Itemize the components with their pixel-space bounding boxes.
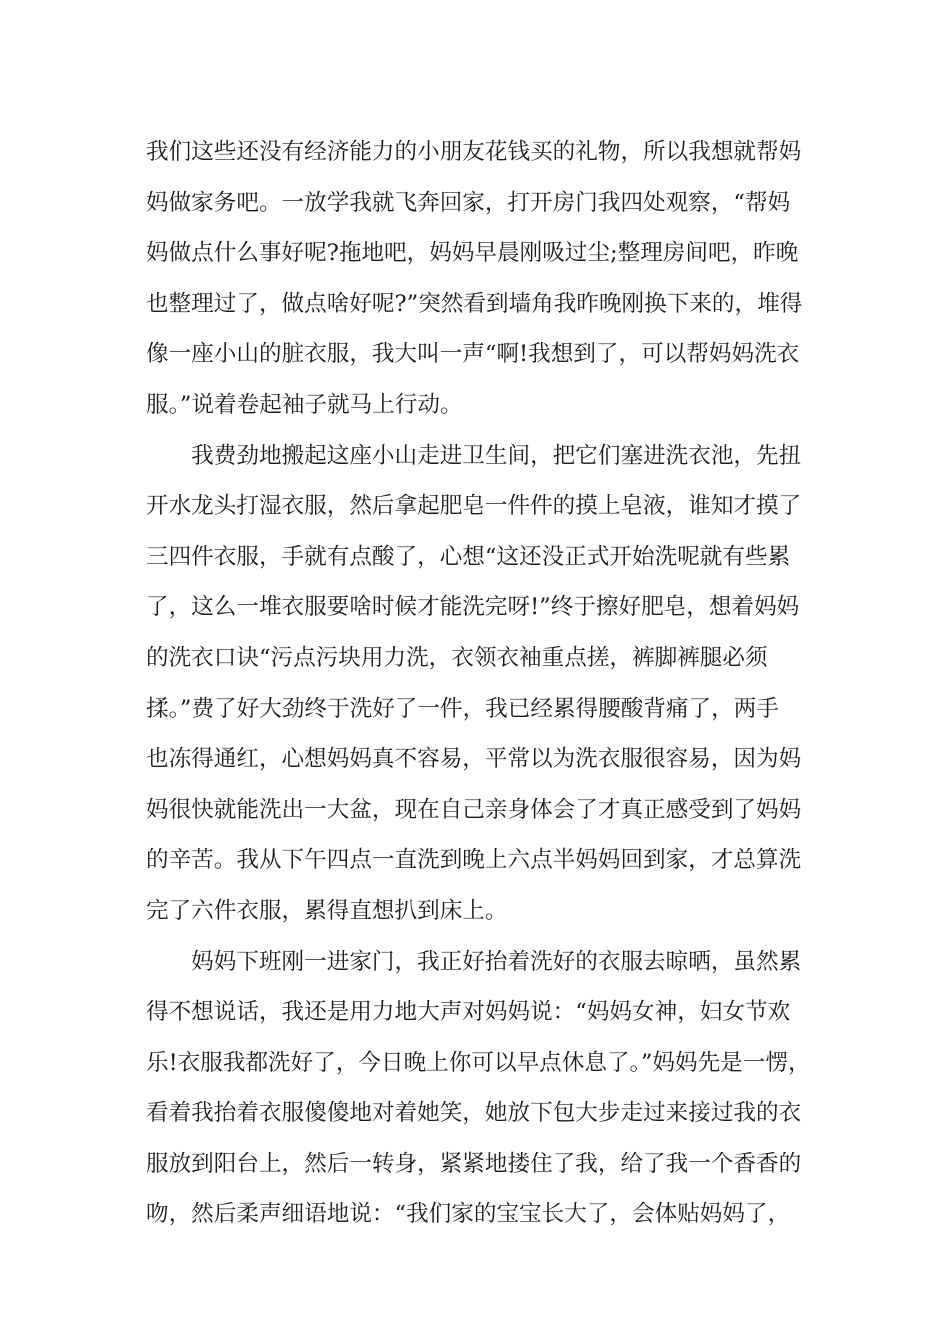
text-line: 完了六件衣服，累得直想扒到床上。 bbox=[146, 897, 508, 924]
text-line: 也整理过了，做点啥好呢?”突然看到墙角我昨晚刚换下来的，堆得 bbox=[146, 290, 803, 317]
text-line: 吻，然后柔声细语地说：“我们家的宝宝长大了，会体贴妈妈了， bbox=[146, 1201, 791, 1228]
text-line: 的辛苦。我从下午四点一直洗到晚上六点半妈妈回到家，才总算洗 bbox=[146, 847, 802, 874]
text-line: 服放到阳台上，然后一转身，紧紧地搂住了我，给了我一个香香的 bbox=[146, 1150, 802, 1177]
document-body bbox=[146, 127, 826, 1240]
text-line: 像一座小山的脏衣服，我大叫一声“啊!我想到了，可以帮妈妈洗衣 bbox=[146, 341, 800, 368]
paragraph-2 bbox=[146, 431, 826, 937]
text-line: 开水龙头打湿衣服，然后拿起肥皂一件件的摸上皂液，谁知才摸了 bbox=[146, 493, 802, 520]
text-line: 三四件衣服，手就有点酸了，心想“这还没正式开始洗呢就有些累 bbox=[146, 543, 791, 570]
text-line: 我费劲地搬起这座小山走进卫生间，把它们塞进洗衣池，先扭 bbox=[146, 442, 802, 469]
text-line: 也冻得通红，心想妈妈真不容易，平常以为洗衣服很容易，因为妈 bbox=[146, 746, 802, 773]
text-line: 乐!衣服我都洗好了，今日晚上你可以早点休息了。”妈妈先是一愣， bbox=[146, 1049, 811, 1076]
text-line: 看着我抬着衣服傻傻地对着她笑，她放下包大步走过来接过我的衣 bbox=[146, 1100, 802, 1127]
text-line: 妈妈下班刚一进家门，我正好抬着洗好的衣服去晾晒，虽然累 bbox=[146, 948, 802, 975]
text-line: 妈做家务吧。一放学我就飞奔回家，打开房门我四处观察，“帮妈 bbox=[146, 189, 791, 216]
text-line: 揉。”费了好大劲终于洗好了一件，我已经累得腰酸背痛了，两手 bbox=[146, 695, 779, 722]
text-line: 服。”说着卷起袖子就马上行动。 bbox=[146, 391, 463, 418]
text-line: 了，这么一堆衣服要啥时候才能洗完呀!”终于擦好肥皂，想着妈妈 bbox=[146, 594, 800, 621]
text-line: 我们这些还没有经济能力的小朋友花钱买的礼物，所以我想就帮妈 bbox=[146, 139, 802, 165]
paragraph-1 bbox=[146, 127, 826, 431]
text-line: 的洗衣口诀“污点污块用力洗，衣领衣袖重点搓，裤脚裤腿必须 bbox=[146, 644, 768, 671]
paragraph-3 bbox=[146, 937, 826, 1241]
text-line: 得不想说话，我还是用力地大声对妈妈说：“妈妈女神，妇女节欢 bbox=[146, 999, 791, 1026]
text-line: 妈很快就能洗出一大盆，现在自己亲身体会了才真正感受到了妈妈 bbox=[146, 796, 802, 823]
text-line: 妈做点什么事好呢?拖地吧，妈妈早晨刚吸过尘;整理房间吧，昨晚 bbox=[146, 240, 799, 267]
